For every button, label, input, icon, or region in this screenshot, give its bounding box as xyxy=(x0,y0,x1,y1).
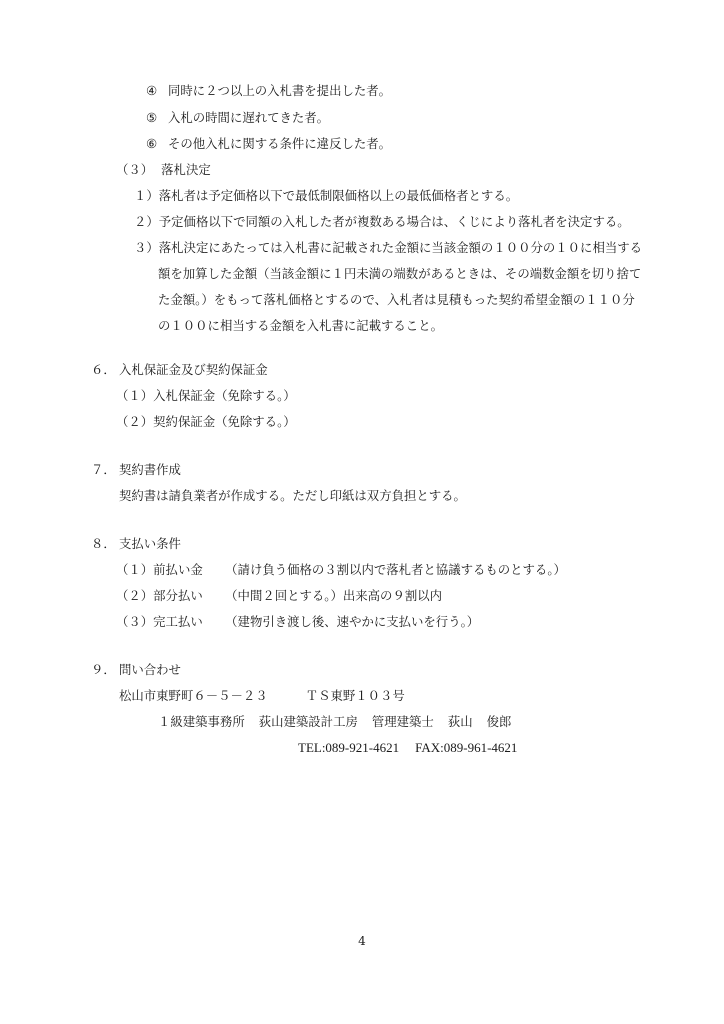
item-label: 前払い金 xyxy=(153,562,203,577)
item-text-line-1: 落札決定にあたっては入札書に記載された金額に当該金額の１００分の１０に相当する xyxy=(158,240,643,255)
section-8-item-3 xyxy=(116,614,479,630)
item-label: 完工払い xyxy=(153,614,203,629)
contact-phone-line xyxy=(298,740,517,756)
item-text: 予定価格以下で同額の入札した者が複数ある場合は、くじにより落札者を決定する。 xyxy=(158,214,630,229)
condition-item-4 xyxy=(146,83,391,99)
condition-item-5 xyxy=(146,110,329,126)
contact-office-line xyxy=(158,714,511,730)
bid-decision-heading-title: 落札決定 xyxy=(161,162,211,177)
condition-item-6 xyxy=(146,136,391,152)
section-title: 支払い条件 xyxy=(119,536,181,551)
bid-decision-item-1 xyxy=(134,188,518,204)
contact-surname: 荻山 xyxy=(447,714,473,729)
section-6-heading xyxy=(91,362,268,378)
contact-address-line xyxy=(119,688,405,704)
item-label: 部分払い xyxy=(153,588,203,603)
section-9-heading xyxy=(91,662,181,678)
item-num: （２） xyxy=(116,588,154,603)
contact-office: １級建築事務所 xyxy=(158,714,245,729)
bid-decision-item-3-line-2: 額を加算した金額（当該金額に１円未満の端数があるときは、その端数金額を切り捨て xyxy=(158,266,642,281)
item-text: （中間２回とする。）出来高の９割以内 xyxy=(225,588,443,603)
section-number: ６． xyxy=(91,362,116,377)
bid-decision-heading-num: （３） xyxy=(116,162,154,177)
section-8-item-1 xyxy=(116,562,566,578)
condition-mark: ④ xyxy=(146,83,158,98)
section-number: ７． xyxy=(91,462,116,477)
section-title: 問い合わせ xyxy=(119,662,181,677)
bid-decision-item-3 xyxy=(134,240,642,256)
section-number: ９． xyxy=(91,662,116,677)
condition-text: 同時に２つ以上の入札書を提出した者。 xyxy=(168,83,392,98)
bid-decision-item-2 xyxy=(134,214,630,230)
item-text: （建物引き渡し後、速やかに支払いを行う。） xyxy=(225,614,480,629)
contact-fax: FAX:089-961-4621 xyxy=(415,740,518,755)
item-text: （請け負う価格の３割以内で落札者と協議するものとする。） xyxy=(225,562,566,577)
condition-text: その他入札に関する条件に違反した者。 xyxy=(168,136,392,151)
contact-tel: TEL:089-921-4621 xyxy=(298,740,400,755)
page-number: 4 xyxy=(358,934,366,948)
contact-building: ＴＳ東野１０３号 xyxy=(305,688,405,703)
section-8-heading xyxy=(91,536,181,552)
section-title: 契約書作成 xyxy=(119,462,181,477)
condition-text: 入札の時間に遅れてきた者。 xyxy=(168,110,330,125)
item-text: 落札者は予定価格以下で最低制限価格以上の最低価格者とする。 xyxy=(158,188,519,203)
section-title: 入札保証金及び契約保証金 xyxy=(119,362,268,377)
item-num: ２） xyxy=(134,214,159,229)
item-num: （３） xyxy=(116,614,154,629)
condition-mark: ⑥ xyxy=(146,136,158,151)
section-7-body: 契約書は請負業者が作成する。ただし印紙は双方負担とする。 xyxy=(119,488,466,503)
condition-mark: ⑤ xyxy=(146,110,158,125)
item-num: （１） xyxy=(116,562,154,577)
bid-decision-heading xyxy=(116,162,211,178)
section-6-item-1: （１）入札保証金（免除する。） xyxy=(116,388,296,403)
contact-role: 管理建築士 xyxy=(371,714,434,729)
item-num: １） xyxy=(134,188,159,203)
item-num: ３） xyxy=(134,240,159,255)
contact-address: 松山市東野町６－５－２３ xyxy=(119,688,268,703)
contact-given-name: 俊郎 xyxy=(486,714,512,729)
section-7-heading xyxy=(91,462,181,478)
bid-decision-item-3-line-4: の１００に相当する金額を入札書に記載すること。 xyxy=(158,318,443,333)
section-8-item-2 xyxy=(116,588,442,604)
section-6-item-2: （２）契約保証金（免除する。） xyxy=(116,414,296,429)
bid-decision-item-3-line-3: た金額。）をもって落札価格とするので、入札者は見積もった契約希望金額の１１０分 xyxy=(158,292,635,307)
contact-firm: 荻山建築設計工房 xyxy=(258,714,358,729)
section-number: ８． xyxy=(91,536,116,551)
